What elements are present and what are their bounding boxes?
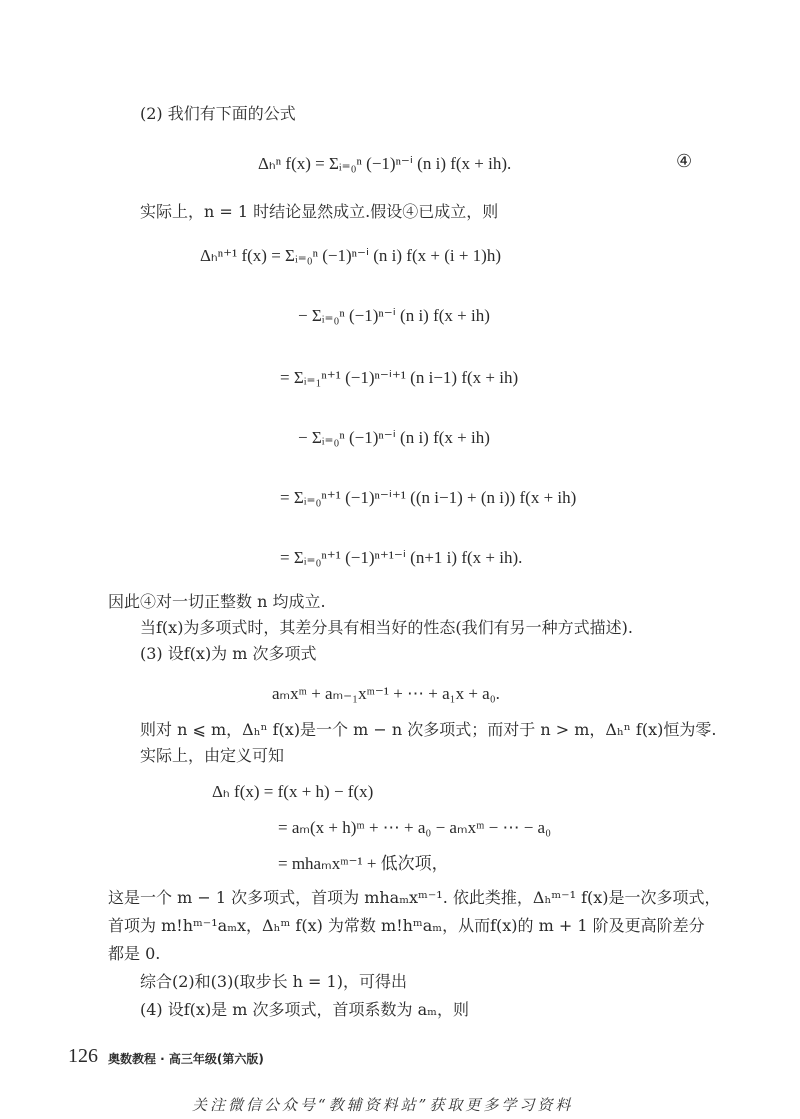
- derivation-line: Δₕⁿ⁺¹ f(x) = Σᵢ₌₀ⁿ (−1)ⁿ⁻ⁱ (n i) f(x + (i + 1)h): [200, 246, 502, 265]
- formula-4: Δₕⁿ f(x) = Σᵢ₌₀ⁿ (−1)ⁿ⁻ⁱ (n i) f(x + ih).: [258, 154, 512, 173]
- watermark-text: 关注微信公众号“教辅资料站”获取更多学习资料: [192, 1096, 574, 1114]
- equation-number: ④: [676, 151, 693, 172]
- derivation-line: = Σᵢ₌₁ⁿ⁺¹ (−1)ⁿ⁻ⁱ⁺¹ (n i−1) f(x + ih): [280, 368, 519, 387]
- paragraph-line: 当f(x)为多项式时，其差分具有相当好的性态(我们有另一种方式描述).: [140, 618, 634, 637]
- difference-line: = mhaₘxᵐ⁻¹ + 低次项，: [278, 854, 449, 873]
- paragraph-line: 这是一个 m − 1 次多项式，首项为 mhaₘxᵐ⁻¹. 依此类推，Δₕᵐ⁻¹ f(x)是一次多项式，: [108, 888, 721, 907]
- paragraph-line: 因此④对一切正整数 n 均成立.: [108, 592, 326, 611]
- derivation-line: = Σᵢ₌₀ⁿ⁺¹ (−1)ⁿ⁺¹⁻ⁱ (n+1 i) f(x + ih).: [280, 548, 523, 567]
- page-number: 126: [68, 1045, 98, 1067]
- polynomial-formula: aₘxᵐ + aₘ₋₁xᵐ⁻¹ + ⋯ + a₁x + a₀.: [272, 684, 500, 703]
- paragraph-line: (4) 设f(x)是 m 次多项式，首项系数为 aₘ，则: [140, 1000, 469, 1019]
- paragraph-line: 首项为 m!hᵐ⁻¹aₘx，Δₕᵐ f(x) 为常数 m!hᵐaₘ，从而f(x)的 m + 1 阶及更高阶差分: [108, 916, 705, 935]
- paragraph-line: 综合(2)和(3)(取步长 h = 1)，可得出: [140, 972, 407, 991]
- derivation-line: = Σᵢ₌₀ⁿ⁺¹ (−1)ⁿ⁻ⁱ⁺¹ ((n i−1) + (n i)) f(x + ih): [280, 488, 577, 507]
- book-title: 奥数教程 · 高三年级(第六版): [108, 1052, 264, 1066]
- paragraph-line: (2) 我们有下面的公式: [140, 104, 296, 123]
- difference-line: = aₘ(x + h)ᵐ + ⋯ + a₀ − aₘxᵐ − ⋯ − a₀: [278, 818, 552, 837]
- paragraph-line: 实际上，由定义可知: [140, 746, 285, 765]
- paragraph-line: 则对 n ⩽ m，Δₕⁿ f(x)是一个 m − n 次多项式；而对于 n > m，Δₕⁿ f(x)恒为零.: [140, 720, 717, 739]
- derivation-line: − Σᵢ₌₀ⁿ (−1)ⁿ⁻ⁱ (n i) f(x + ih): [298, 306, 490, 325]
- paragraph-line: 实际上，n = 1 时结论显然成立.假设④已成立，则: [140, 202, 499, 221]
- derivation-line: − Σᵢ₌₀ⁿ (−1)ⁿ⁻ⁱ (n i) f(x + ih): [298, 428, 490, 447]
- difference-line: Δₕ f(x) = f(x + h) − f(x): [212, 782, 374, 801]
- paragraph-line: (3) 设f(x)为 m 次多项式: [140, 644, 317, 663]
- paragraph-line: 都是 0.: [108, 944, 161, 963]
